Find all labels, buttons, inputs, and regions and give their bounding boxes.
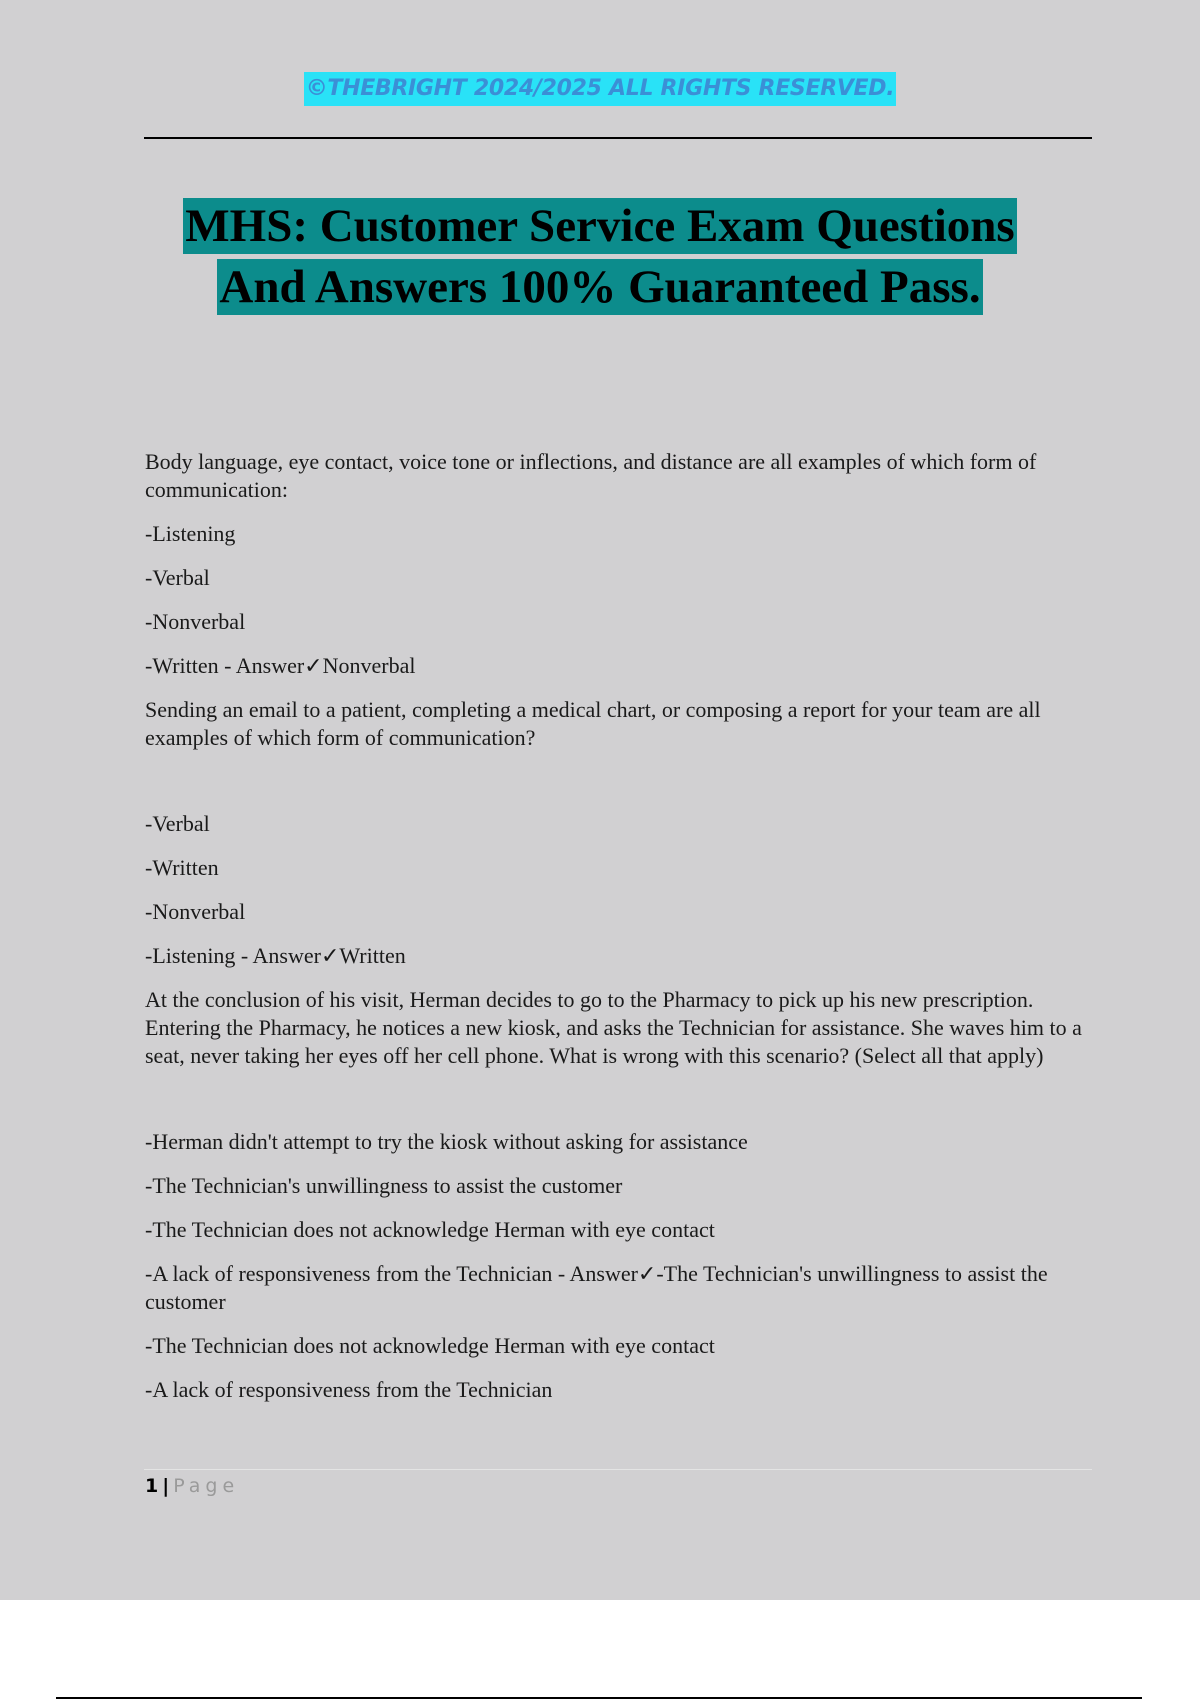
answer-option: -Written - Answer✓Nonverbal bbox=[145, 653, 416, 678]
document-title bbox=[0, 198, 1200, 320]
answer-option: -Verbal bbox=[145, 811, 210, 836]
next-page-divider bbox=[56, 1697, 1142, 1699]
question-text: Sending an email to a patient, completing a medical chart, or composing a report for your team are all examples of which form of communication? bbox=[145, 697, 1041, 750]
header-divider bbox=[144, 137, 1092, 139]
answer-option: -Listening bbox=[145, 521, 236, 546]
answer-option: -Nonverbal bbox=[145, 609, 246, 634]
answer-option: -Listening - Answer✓Written bbox=[145, 943, 406, 968]
answer-option: -The Technician does not acknowledge Herman with eye contact bbox=[145, 1333, 715, 1358]
question-block bbox=[145, 986, 1095, 1404]
answer-option: -The Technician does not acknowledge Herman with eye contact bbox=[145, 1217, 715, 1242]
question-text: At the conclusion of his visit, Herman decides to go to the Pharmacy to pick up his new prescription. Entering the Pharmacy, he notices a new kiosk, and asks the Technician for assistance. She waves him to a seat, never taking her eyes off her cell phone. What is wrong with this scenario? (Select all that apply) bbox=[145, 987, 1082, 1068]
answer-option: -Written bbox=[145, 855, 219, 880]
copyright-banner: ©THEBRIGHT 2024/2025 ALL RIGHTS RESERVED. bbox=[304, 72, 897, 106]
page-footer bbox=[145, 1474, 239, 1498]
answer-option: -The Technician's unwillingness to assist the customer bbox=[145, 1173, 623, 1198]
title-line-1: MHS: Customer Service Exam Questions bbox=[185, 200, 1015, 252]
answer-option: -Verbal bbox=[145, 565, 210, 590]
header bbox=[0, 72, 1200, 106]
footer-divider bbox=[144, 1469, 1092, 1470]
answer-option: -A lack of responsiveness from the Technician - Answer✓-The Technician's unwillingness to assist the customer bbox=[145, 1261, 1048, 1314]
footer-separator: | bbox=[162, 1475, 170, 1497]
page-number: 1 bbox=[145, 1475, 159, 1497]
question-list bbox=[145, 448, 1095, 1420]
answer-option: -Nonverbal bbox=[145, 899, 246, 924]
title-line-2: And Answers 100% Guaranteed Pass. bbox=[219, 261, 981, 313]
answer-option: -Herman didn't attempt to try the kiosk without asking for assistance bbox=[145, 1129, 748, 1154]
question-block bbox=[145, 448, 1095, 680]
page-label: Page bbox=[173, 1475, 240, 1497]
question-block bbox=[145, 696, 1095, 970]
answer-option: -A lack of responsiveness from the Technician bbox=[145, 1377, 553, 1402]
question-text: Body language, eye contact, voice tone or inflections, and distance are all examples of which form of communication: bbox=[145, 449, 1037, 502]
